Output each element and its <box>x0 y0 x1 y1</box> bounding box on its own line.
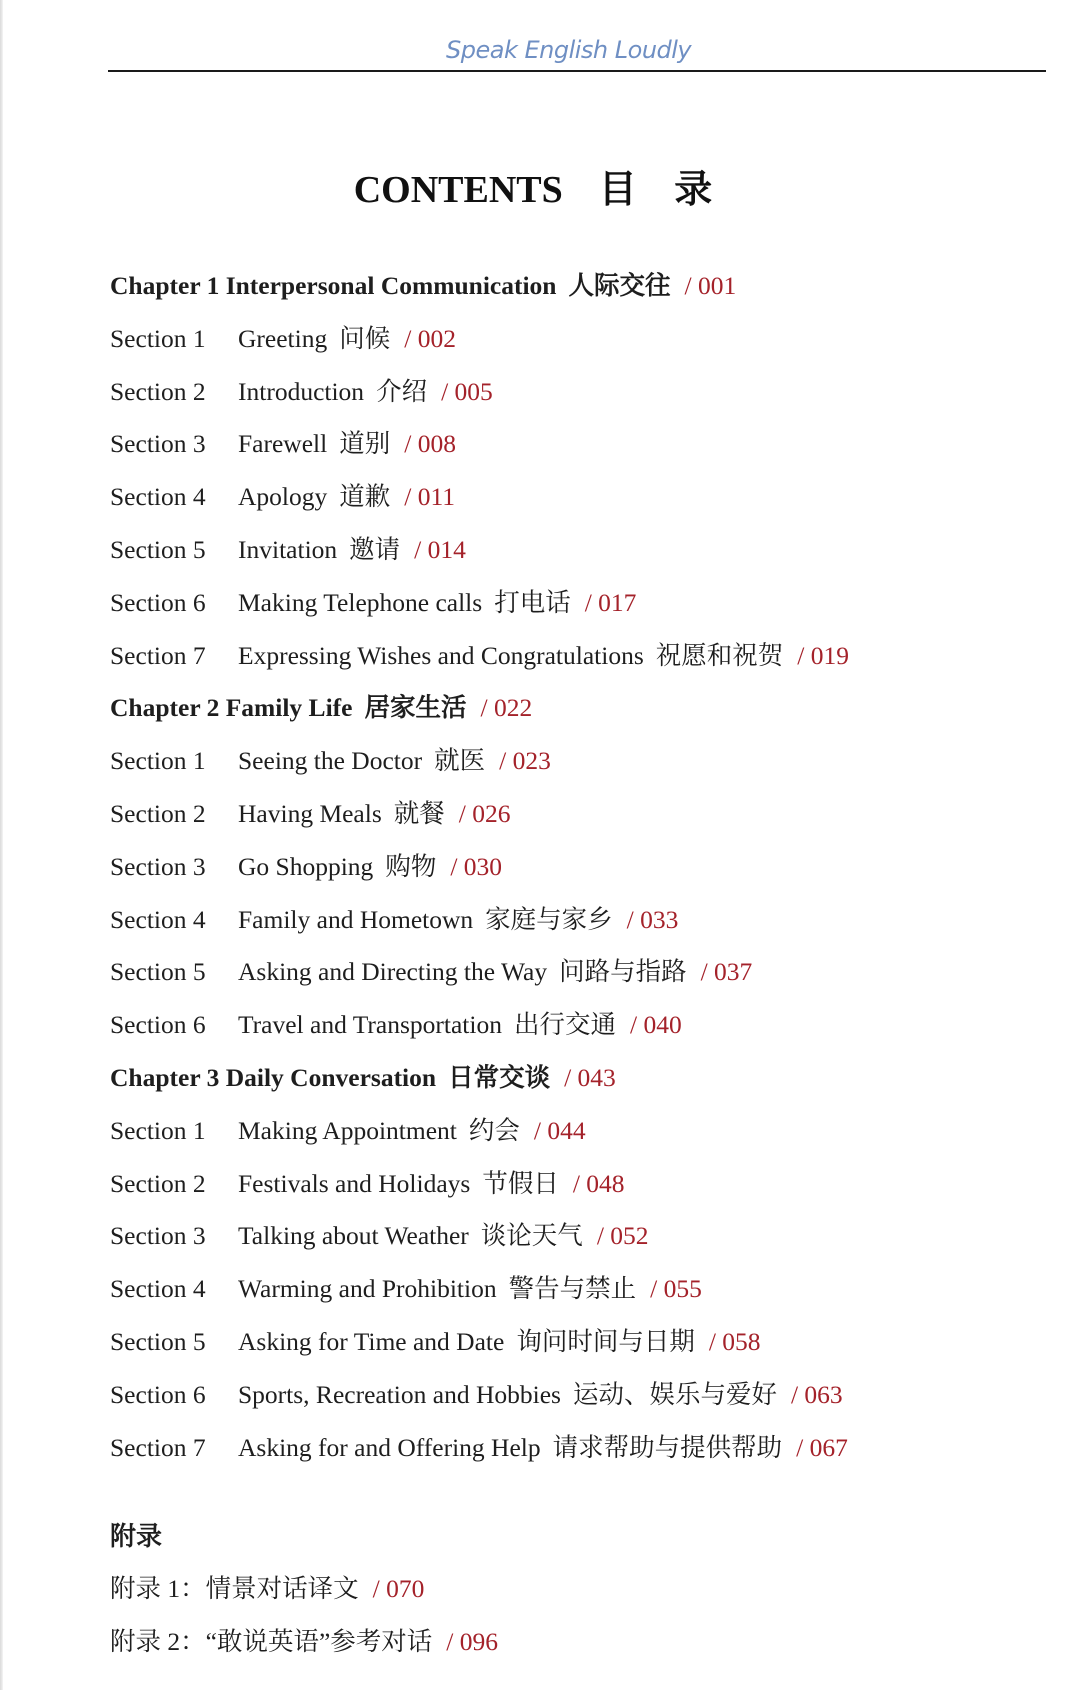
section-label: Section 3 <box>110 429 206 459</box>
chinese-title: 人际交往 <box>568 271 671 300</box>
page-number: / 052 <box>596 1221 649 1251</box>
table-of-contents <box>110 260 1060 1474</box>
appendix-heading: 附录 <box>110 1522 163 1551</box>
section-row <box>110 630 1060 683</box>
section-row <box>110 999 1060 1052</box>
section-title: Farewell <box>238 429 328 459</box>
chinese-title: 家庭与家乡 <box>485 904 613 934</box>
section-title: Invitation <box>238 534 338 564</box>
section-title: Festivals and Holidays <box>238 1168 471 1198</box>
chinese-title: 出行交通 <box>513 1010 616 1040</box>
section-title: Making Appointment <box>238 1115 457 1145</box>
section-row <box>110 1263 1060 1316</box>
section-title: Family and Hometown <box>238 904 474 934</box>
section-label: Section 6 <box>110 1010 206 1040</box>
header-rule <box>108 70 1046 72</box>
chinese-title: 介绍 <box>376 376 428 406</box>
section-label: Section 5 <box>110 1326 206 1356</box>
page-number: / 014 <box>414 534 466 564</box>
page-number: / 096 <box>446 1627 498 1656</box>
appendix-item <box>110 1562 1060 1615</box>
section-row <box>110 894 1060 947</box>
section-title: Sports, Recreation and Hobbies <box>238 1379 561 1409</box>
section-label: Section 7 <box>110 1432 206 1462</box>
chinese-title: 道别 <box>339 429 391 459</box>
chinese-title: 道歉 <box>339 482 391 512</box>
section-label: Section 4 <box>110 482 206 512</box>
section-label: Section 2 <box>110 376 206 406</box>
section-row <box>110 1210 1060 1263</box>
page-number: / 026 <box>458 798 511 828</box>
section-title: Greeting <box>238 323 328 353</box>
page-number: / 058 <box>708 1326 761 1356</box>
section-title: Travel and Transportation <box>238 1010 502 1040</box>
section-title: Talking about Weather <box>238 1221 469 1251</box>
page-number: / 008 <box>404 429 456 459</box>
chapter-row <box>110 260 1060 313</box>
page-number: / 011 <box>404 482 456 512</box>
chinese-title: 购物 <box>385 851 437 881</box>
section-row <box>110 471 1060 524</box>
page-number: / 002 <box>404 323 456 353</box>
section-row <box>110 524 1060 577</box>
section-row <box>110 577 1060 630</box>
page-number: / 037 <box>700 957 753 987</box>
chinese-title: 邀请 <box>349 534 401 564</box>
section-row <box>110 788 1060 841</box>
page-number: / 043 <box>564 1062 616 1092</box>
chinese-title: 居家生活 <box>364 693 467 723</box>
chinese-title: 就医 <box>434 746 486 776</box>
section-row <box>110 735 1060 788</box>
section-title: Introduction <box>238 376 365 406</box>
section-title: Making Telephone calls <box>238 587 483 617</box>
page-number: / 005 <box>441 376 493 406</box>
page-number: / 063 <box>790 1379 843 1409</box>
chapter-row <box>110 682 1060 735</box>
section-title: Having Meals <box>238 798 382 828</box>
appendix-item-text: 附录 2：“敢说英语”参考对话 <box>110 1627 433 1656</box>
section-title: Seeing the Doctor <box>238 746 423 776</box>
header-title: Speak English Loudly <box>440 36 697 64</box>
page-title <box>0 158 1080 213</box>
section-row <box>110 313 1060 366</box>
chinese-title: 询问时间与日期 <box>516 1326 695 1356</box>
page-number: / 033 <box>626 904 679 934</box>
section-label: Section 4 <box>110 904 206 934</box>
chapter-row <box>110 1052 1060 1105</box>
section-label: Section 7 <box>110 640 206 670</box>
chinese-title: 打电话 <box>494 587 571 617</box>
chapter-title: Chapter 3 Daily Conversation <box>110 1062 437 1092</box>
section-title: Go Shopping <box>238 851 374 881</box>
section-label: Section 2 <box>110 798 206 828</box>
chinese-title: 祝愿和祝贺 <box>655 640 784 670</box>
section-label: Section 6 <box>110 587 206 617</box>
chinese-title: 就餐 <box>393 798 445 828</box>
section-label: Section 1 <box>110 323 206 353</box>
chinese-title: 问路与指路 <box>559 957 687 987</box>
chinese-title: 运动、娱乐与爱好 <box>572 1379 777 1409</box>
section-row <box>110 841 1060 894</box>
section-row <box>110 1105 1060 1158</box>
appendix-item <box>110 1615 1060 1668</box>
page-number: / 070 <box>372 1574 425 1603</box>
section-label: Section 2 <box>110 1168 206 1198</box>
appendix <box>110 1512 1060 1668</box>
section-title: Asking for Time and Date <box>238 1326 505 1356</box>
chinese-title: 警告与禁止 <box>508 1274 637 1304</box>
chinese-title: 节假日 <box>482 1168 559 1198</box>
section-row <box>110 418 1060 471</box>
page-number: / 023 <box>499 746 551 776</box>
section-label: Section 1 <box>110 1115 206 1145</box>
section-row <box>110 1369 1060 1422</box>
chapter-title: Chapter 2 Family Life <box>110 693 353 723</box>
page-number: / 022 <box>480 693 533 723</box>
section-title: Apology <box>238 482 328 512</box>
chinese-title: 问候 <box>339 323 391 353</box>
section-label: Section 1 <box>110 746 206 776</box>
chinese-title: 日常交谈 <box>448 1062 551 1092</box>
section-row <box>110 366 1060 419</box>
section-title: Asking and Directing the Way <box>238 957 548 987</box>
section-label: Section 5 <box>110 534 206 564</box>
page-number: / 030 <box>450 851 503 881</box>
section-row <box>110 946 1060 999</box>
section-label: Section 3 <box>110 851 206 881</box>
chapter-title: Chapter 1 Interpersonal Communication <box>110 271 557 300</box>
page-number: / 017 <box>584 587 637 617</box>
title-en: CONTENTS <box>353 169 563 211</box>
page-number: / 067 <box>796 1432 848 1462</box>
page-number: / 044 <box>533 1115 586 1145</box>
running-header <box>108 30 1046 76</box>
section-label: Section 6 <box>110 1379 206 1409</box>
section-row <box>110 1316 1060 1369</box>
page-number: / 001 <box>684 271 737 300</box>
page-number: / 055 <box>650 1274 702 1304</box>
page-number: / 048 <box>572 1168 625 1198</box>
section-row <box>110 1422 1060 1475</box>
section-label: Section 3 <box>110 1221 206 1251</box>
section-row <box>110 1158 1060 1211</box>
section-label: Section 4 <box>110 1274 206 1304</box>
section-title: Asking for and Offering Help <box>238 1432 541 1462</box>
chinese-title: 约会 <box>468 1115 520 1145</box>
chinese-title: 请求帮助与提供帮助 <box>552 1432 783 1462</box>
page-number: / 019 <box>797 640 849 670</box>
section-label: Section 5 <box>110 957 206 987</box>
chinese-title: 谈论天气 <box>480 1221 583 1251</box>
page-edge <box>0 0 3 1690</box>
section-title: Expressing Wishes and Congratulations <box>238 640 644 670</box>
page-number: / 040 <box>630 1010 682 1040</box>
section-title: Warming and Prohibition <box>238 1274 497 1304</box>
appendix-item-text: 附录 1：情景对话译文 <box>110 1574 359 1603</box>
title-cn: 目 录 <box>598 169 727 211</box>
